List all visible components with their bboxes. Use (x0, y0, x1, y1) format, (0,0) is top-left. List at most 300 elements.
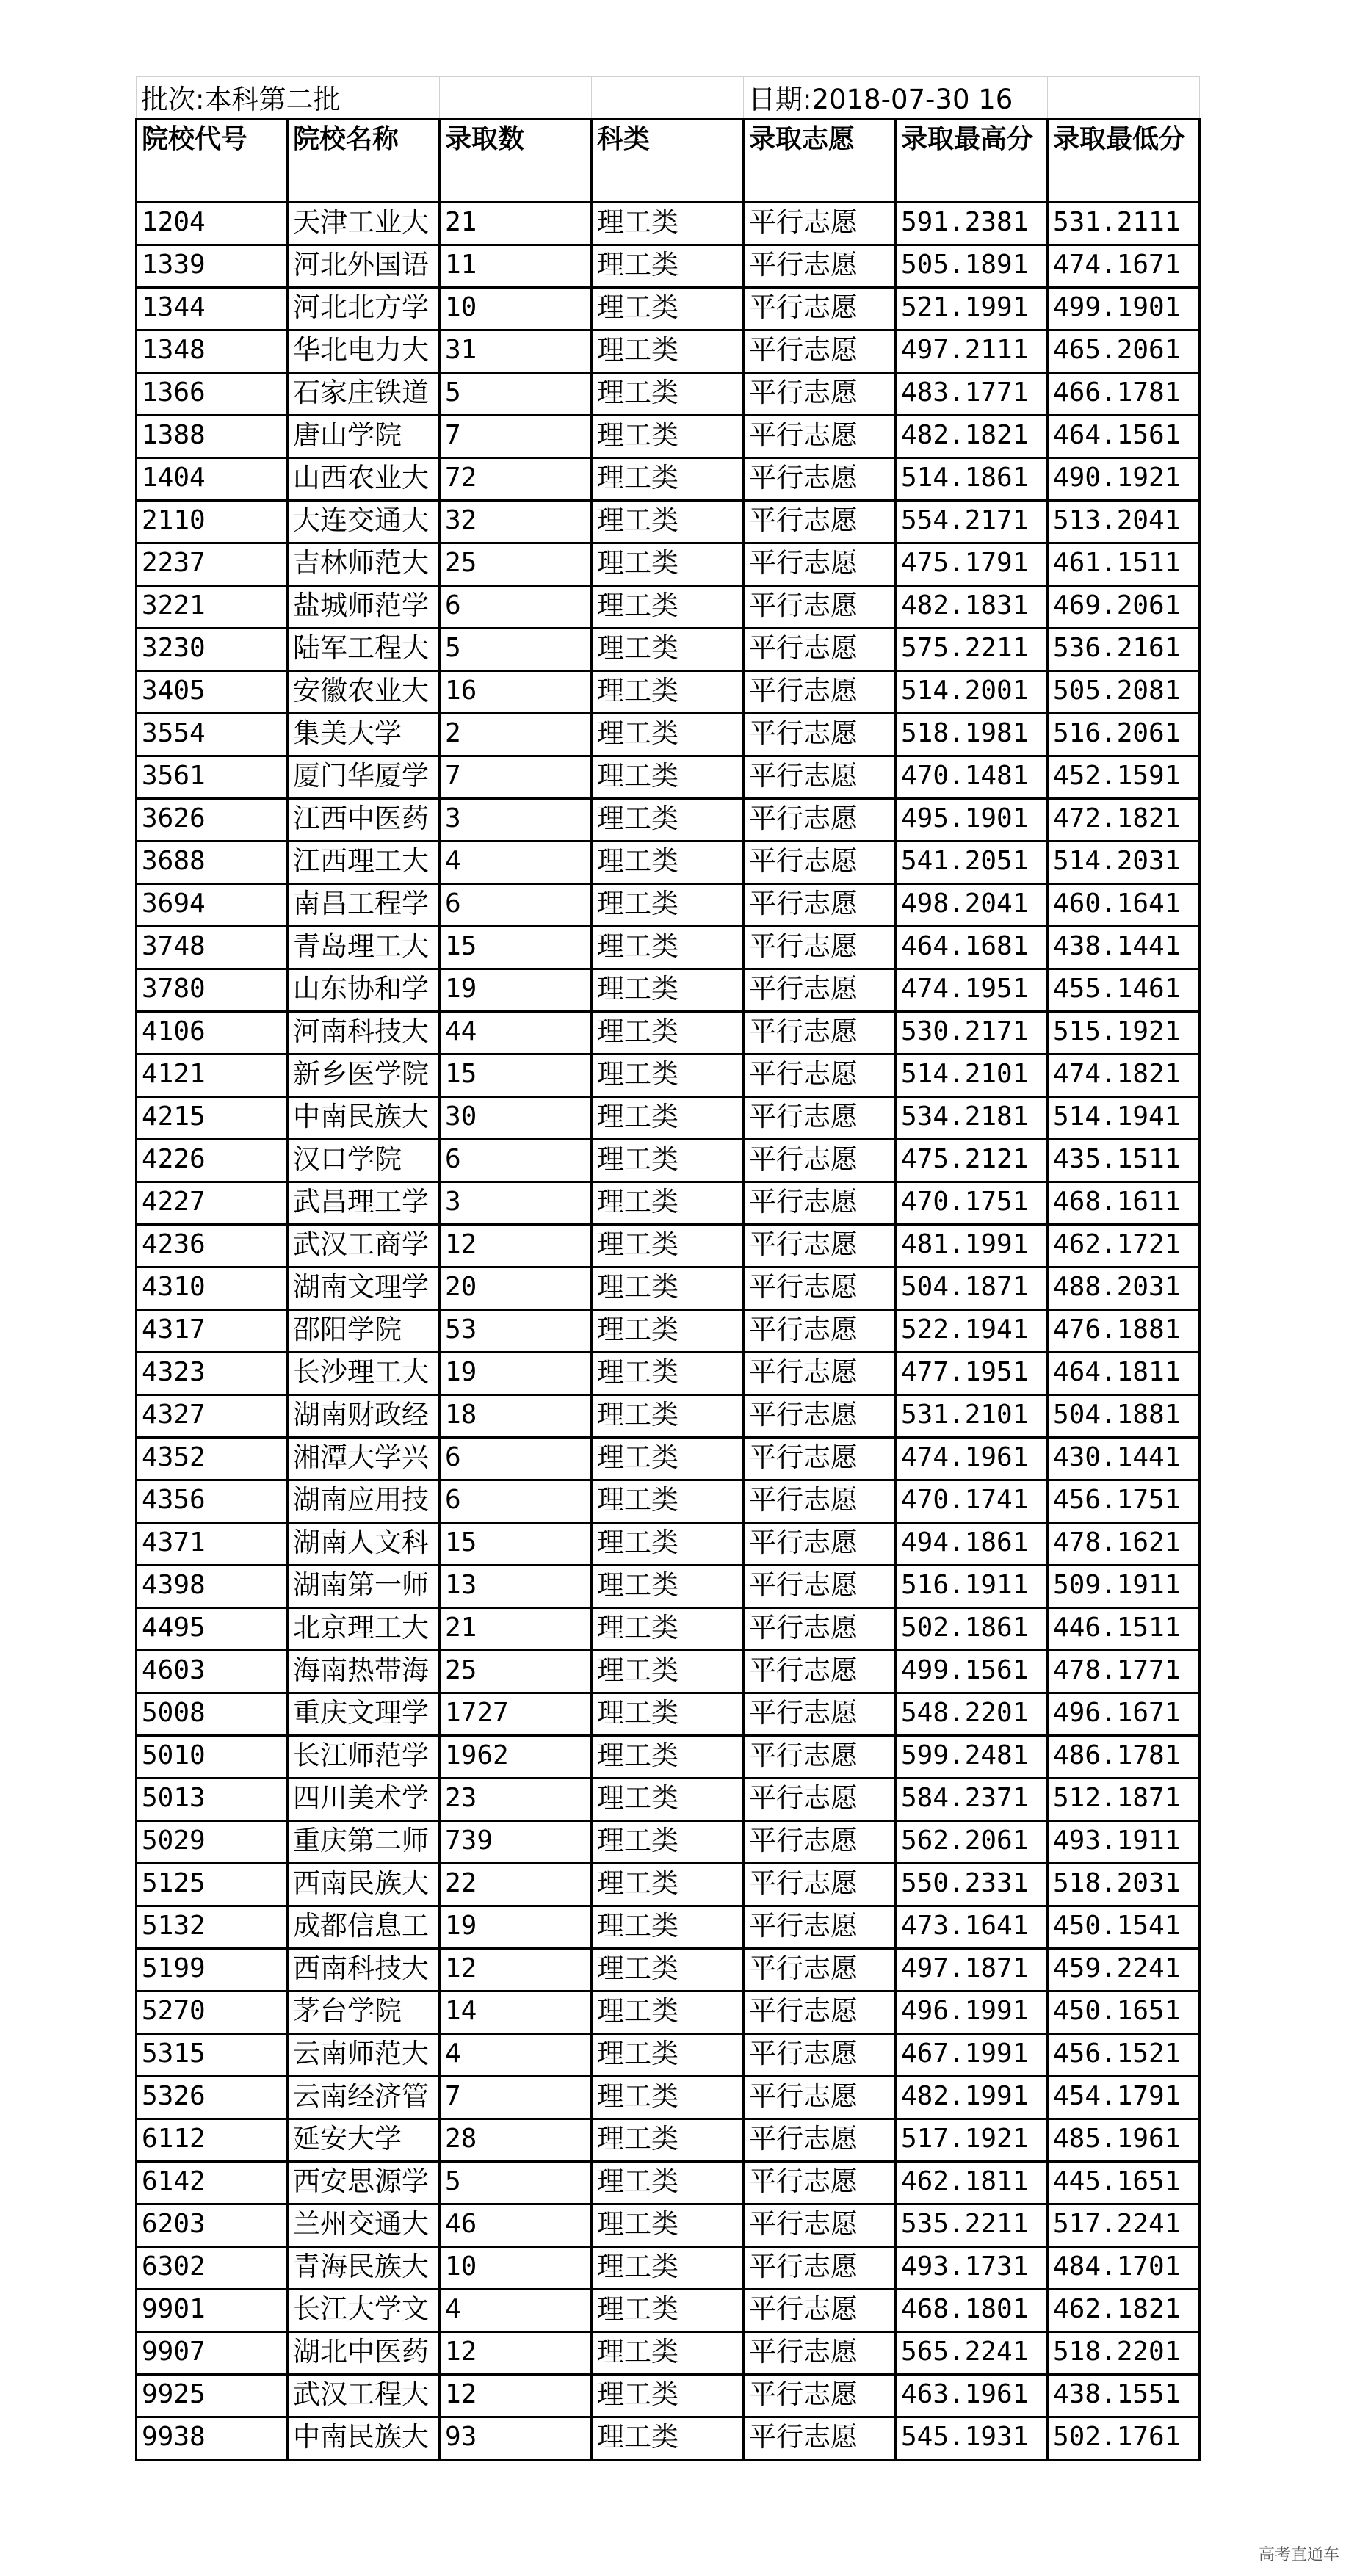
subject-cell: 理工类 (592, 501, 744, 543)
sheet-meta-row (137, 77, 1200, 120)
max-score-cell: 496.1991 (896, 1991, 1048, 2034)
school-code-cell: 4352 (137, 1438, 288, 1480)
min-score-cell: 531.2111 (1048, 203, 1200, 245)
admitted-count-cell: 5 (440, 2162, 592, 2204)
preference-cell: 平行志愿 (744, 1566, 896, 1608)
min-score-cell: 488.2031 (1048, 1267, 1200, 1310)
admitted-count-cell: 3 (440, 799, 592, 842)
admitted-count-cell: 6 (440, 1438, 592, 1480)
preference-cell: 平行志愿 (744, 1736, 896, 1779)
max-score-cell: 497.1871 (896, 1949, 1048, 1991)
school-name-cell: 西南科技大 (288, 1949, 440, 1991)
subject-cell: 理工类 (592, 1779, 744, 1821)
min-score-cell: 486.1781 (1048, 1736, 1200, 1779)
col-header-admitted-count: 录取数 (440, 120, 592, 203)
max-score-cell: 550.2331 (896, 1864, 1048, 1906)
school-name-cell: 重庆第二师 (288, 1821, 440, 1864)
school-name-cell: 长沙理工大 (288, 1353, 440, 1395)
preference-cell: 平行志愿 (744, 1821, 896, 1864)
table-row (137, 1906, 1200, 1949)
school-name-cell: 南昌工程学 (288, 884, 440, 927)
admitted-count-cell: 7 (440, 416, 592, 458)
max-score-cell: 562.2061 (896, 1821, 1048, 1864)
preference-cell: 平行志愿 (744, 330, 896, 373)
preference-cell: 平行志愿 (744, 714, 896, 756)
admitted-count-cell: 739 (440, 1821, 592, 1864)
preference-cell: 平行志愿 (744, 671, 896, 714)
school-name-cell: 湖南财政经 (288, 1395, 440, 1438)
max-score-cell: 482.1831 (896, 586, 1048, 629)
admitted-count-cell: 32 (440, 501, 592, 543)
preference-cell: 平行志愿 (744, 756, 896, 799)
max-score-cell: 495.1901 (896, 799, 1048, 842)
school-name-cell: 河北外国语 (288, 245, 440, 288)
subject-cell: 理工类 (592, 458, 744, 501)
subject-cell: 理工类 (592, 842, 744, 884)
subject-cell: 理工类 (592, 203, 744, 245)
school-code-cell: 1348 (137, 330, 288, 373)
max-score-cell: 522.1941 (896, 1310, 1048, 1353)
max-score-cell: 545.1931 (896, 2417, 1048, 2460)
admitted-count-cell: 5 (440, 629, 592, 671)
max-score-cell: 584.2371 (896, 1779, 1048, 1821)
min-score-cell: 509.1911 (1048, 1566, 1200, 1608)
table-row (137, 1054, 1200, 1097)
max-score-cell: 468.1801 (896, 2290, 1048, 2332)
preference-cell: 平行志愿 (744, 1864, 896, 1906)
admitted-count-cell: 13 (440, 1566, 592, 1608)
max-score-cell: 497.2111 (896, 330, 1048, 373)
subject-cell: 理工类 (592, 1310, 744, 1353)
school-name-cell: 邵阳学院 (288, 1310, 440, 1353)
table-row (137, 458, 1200, 501)
preference-cell: 平行志愿 (744, 1523, 896, 1566)
subject-cell: 理工类 (592, 1182, 744, 1225)
school-code-cell: 2237 (137, 543, 288, 586)
subject-cell: 理工类 (592, 1949, 744, 1991)
school-code-cell: 4226 (137, 1140, 288, 1182)
school-name-cell: 江西理工大 (288, 842, 440, 884)
min-score-cell: 454.1791 (1048, 2077, 1200, 2119)
table-row (137, 842, 1200, 884)
admitted-count-cell: 93 (440, 2417, 592, 2460)
max-score-cell: 493.1731 (896, 2247, 1048, 2290)
min-score-cell: 478.1621 (1048, 1523, 1200, 1566)
table-row (137, 1438, 1200, 1480)
table-row (137, 1267, 1200, 1310)
school-code-cell: 5132 (137, 1906, 288, 1949)
empty-cell (440, 77, 592, 120)
subject-cell: 理工类 (592, 2417, 744, 2460)
max-score-cell: 521.1991 (896, 288, 1048, 330)
school-code-cell: 4327 (137, 1395, 288, 1438)
preference-cell: 平行志愿 (744, 2332, 896, 2375)
subject-cell: 理工类 (592, 2034, 744, 2077)
table-row (137, 543, 1200, 586)
school-name-cell: 湘潭大学兴 (288, 1438, 440, 1480)
col-header-min-score: 录取最低分 (1048, 120, 1200, 203)
min-score-cell: 456.1521 (1048, 2034, 1200, 2077)
table-row (137, 756, 1200, 799)
max-score-cell: 514.2101 (896, 1054, 1048, 1097)
min-score-cell: 518.2201 (1048, 2332, 1200, 2375)
school-name-cell: 武昌理工学 (288, 1182, 440, 1225)
school-name-cell: 华北电力大 (288, 330, 440, 373)
admitted-count-cell: 6 (440, 1480, 592, 1523)
school-name-cell: 安徽农业大 (288, 671, 440, 714)
school-code-cell: 5125 (137, 1864, 288, 1906)
school-code-cell: 6203 (137, 2204, 288, 2247)
max-score-cell: 565.2241 (896, 2332, 1048, 2375)
school-code-cell: 3221 (137, 586, 288, 629)
subject-cell: 理工类 (592, 1140, 744, 1182)
subject-cell: 理工类 (592, 1480, 744, 1523)
table-row (137, 245, 1200, 288)
table-row (137, 1864, 1200, 1906)
school-code-cell: 3405 (137, 671, 288, 714)
preference-cell: 平行志愿 (744, 1140, 896, 1182)
school-name-cell: 重庆文理学 (288, 1693, 440, 1736)
admitted-count-cell: 6 (440, 586, 592, 629)
admitted-count-cell: 11 (440, 245, 592, 288)
admitted-count-cell: 15 (440, 1054, 592, 1097)
preference-cell: 平行志愿 (744, 543, 896, 586)
admitted-count-cell: 4 (440, 842, 592, 884)
preference-cell: 平行志愿 (744, 1480, 896, 1523)
school-code-cell: 5199 (137, 1949, 288, 1991)
school-name-cell: 武汉工商学 (288, 1225, 440, 1267)
table-row (137, 629, 1200, 671)
admission-table (135, 76, 1201, 2461)
subject-cell: 理工类 (592, 416, 744, 458)
subject-cell: 理工类 (592, 1097, 744, 1140)
table-row (137, 1225, 1200, 1267)
table-row (137, 2077, 1200, 2119)
max-score-cell: 470.1481 (896, 756, 1048, 799)
preference-cell: 平行志愿 (744, 458, 896, 501)
admitted-count-cell: 19 (440, 969, 592, 1012)
max-score-cell: 482.1991 (896, 2077, 1048, 2119)
school-name-cell: 中南民族大 (288, 2417, 440, 2460)
min-score-cell: 518.2031 (1048, 1864, 1200, 1906)
min-score-cell: 515.1921 (1048, 1012, 1200, 1054)
school-code-cell: 9938 (137, 2417, 288, 2460)
school-name-cell: 长江师范学 (288, 1736, 440, 1779)
max-score-cell: 475.2121 (896, 1140, 1048, 1182)
school-name-cell: 盐城师范学 (288, 586, 440, 629)
school-code-cell: 4310 (137, 1267, 288, 1310)
watermark-text: 高考直通车 (1258, 2546, 1339, 2564)
max-score-cell: 531.2101 (896, 1395, 1048, 1438)
admitted-count-cell: 20 (440, 1267, 592, 1310)
min-score-cell: 499.1901 (1048, 288, 1200, 330)
admitted-count-cell: 4 (440, 2034, 592, 2077)
table-row (137, 2204, 1200, 2247)
school-name-cell: 云南师范大 (288, 2034, 440, 2077)
preference-cell: 平行志愿 (744, 245, 896, 288)
admitted-count-cell: 25 (440, 1651, 592, 1693)
admitted-count-cell: 21 (440, 1608, 592, 1651)
school-name-cell: 集美大学 (288, 714, 440, 756)
min-score-cell: 435.1511 (1048, 1140, 1200, 1182)
preference-cell: 平行志愿 (744, 1353, 896, 1395)
preference-cell: 平行志愿 (744, 1054, 896, 1097)
admitted-count-cell: 6 (440, 884, 592, 927)
subject-cell: 理工类 (592, 1566, 744, 1608)
min-score-cell: 438.1441 (1048, 927, 1200, 969)
max-score-cell: 462.1811 (896, 2162, 1048, 2204)
subject-cell: 理工类 (592, 1991, 744, 2034)
min-score-cell: 484.1701 (1048, 2247, 1200, 2290)
subject-cell: 理工类 (592, 330, 744, 373)
table-row (137, 1991, 1200, 2034)
preference-cell: 平行志愿 (744, 1438, 896, 1480)
max-score-cell: 475.1791 (896, 543, 1048, 586)
subject-cell: 理工类 (592, 2077, 744, 2119)
max-score-cell: 474.1961 (896, 1438, 1048, 1480)
subject-cell: 理工类 (592, 1906, 744, 1949)
admitted-count-cell: 12 (440, 1225, 592, 1267)
subject-cell: 理工类 (592, 1395, 744, 1438)
min-score-cell: 512.1871 (1048, 1779, 1200, 1821)
school-name-cell: 石家庄铁道 (288, 373, 440, 416)
admitted-count-cell: 46 (440, 2204, 592, 2247)
min-score-cell: 469.2061 (1048, 586, 1200, 629)
school-name-cell: 成都信息工 (288, 1906, 440, 1949)
max-score-cell: 534.2181 (896, 1097, 1048, 1140)
min-score-cell: 462.1721 (1048, 1225, 1200, 1267)
max-score-cell: 517.1921 (896, 2119, 1048, 2162)
preference-cell: 平行志愿 (744, 1779, 896, 1821)
admitted-count-cell: 10 (440, 2247, 592, 2290)
table-row (137, 501, 1200, 543)
min-score-cell: 504.1881 (1048, 1395, 1200, 1438)
max-score-cell: 516.1911 (896, 1566, 1048, 1608)
subject-cell: 理工类 (592, 927, 744, 969)
school-name-cell: 湖南应用技 (288, 1480, 440, 1523)
max-score-cell: 481.1991 (896, 1225, 1048, 1267)
school-name-cell: 北京理工大 (288, 1608, 440, 1651)
school-code-cell: 1366 (137, 373, 288, 416)
school-name-cell: 汉口学院 (288, 1140, 440, 1182)
preference-cell: 平行志愿 (744, 2119, 896, 2162)
min-score-cell: 516.2061 (1048, 714, 1200, 756)
admitted-count-cell: 7 (440, 2077, 592, 2119)
school-code-cell: 4495 (137, 1608, 288, 1651)
table-row (137, 2119, 1200, 2162)
max-score-cell: 514.2001 (896, 671, 1048, 714)
col-header-preference: 录取志愿 (744, 120, 896, 203)
table-row (137, 1821, 1200, 1864)
school-name-cell: 江西中医药 (288, 799, 440, 842)
max-score-cell: 470.1741 (896, 1480, 1048, 1523)
school-name-cell: 湖南第一师 (288, 1566, 440, 1608)
min-score-cell: 468.1611 (1048, 1182, 1200, 1225)
table-row (137, 1693, 1200, 1736)
school-code-cell: 9925 (137, 2375, 288, 2417)
min-score-cell: 459.2241 (1048, 1949, 1200, 1991)
subject-cell: 理工类 (592, 629, 744, 671)
admitted-count-cell: 22 (440, 1864, 592, 1906)
preference-cell: 平行志愿 (744, 842, 896, 884)
school-code-cell: 4121 (137, 1054, 288, 1097)
table-row (137, 714, 1200, 756)
preference-cell: 平行志愿 (744, 1651, 896, 1693)
empty-cell (592, 77, 744, 120)
school-name-cell: 湖南人文科 (288, 1523, 440, 1566)
min-score-cell: 476.1881 (1048, 1310, 1200, 1353)
preference-cell: 平行志愿 (744, 2375, 896, 2417)
subject-cell: 理工类 (592, 1353, 744, 1395)
subject-cell: 理工类 (592, 2247, 744, 2290)
max-score-cell: 554.2171 (896, 501, 1048, 543)
school-name-cell: 武汉工程大 (288, 2375, 440, 2417)
subject-cell: 理工类 (592, 799, 744, 842)
school-code-cell: 3626 (137, 799, 288, 842)
school-code-cell: 5315 (137, 2034, 288, 2077)
preference-cell: 平行志愿 (744, 1693, 896, 1736)
min-score-cell: 466.1781 (1048, 373, 1200, 416)
school-code-cell: 4603 (137, 1651, 288, 1693)
min-score-cell: 464.1811 (1048, 1353, 1200, 1395)
admitted-count-cell: 12 (440, 2375, 592, 2417)
subject-cell: 理工类 (592, 1012, 744, 1054)
preference-cell: 平行志愿 (744, 2162, 896, 2204)
table-row (137, 1395, 1200, 1438)
min-score-cell: 430.1441 (1048, 1438, 1200, 1480)
preference-cell: 平行志愿 (744, 799, 896, 842)
school-code-cell: 3554 (137, 714, 288, 756)
table-row (137, 416, 1200, 458)
school-code-cell: 1388 (137, 416, 288, 458)
admitted-count-cell: 14 (440, 1991, 592, 2034)
school-code-cell: 3780 (137, 969, 288, 1012)
school-code-cell: 1204 (137, 203, 288, 245)
school-code-cell: 1404 (137, 458, 288, 501)
min-score-cell: 462.1821 (1048, 2290, 1200, 2332)
preference-cell: 平行志愿 (744, 629, 896, 671)
min-score-cell: 465.2061 (1048, 330, 1200, 373)
school-code-cell: 4227 (137, 1182, 288, 1225)
school-code-cell: 3561 (137, 756, 288, 799)
min-score-cell: 496.1671 (1048, 1693, 1200, 1736)
table-row (137, 2332, 1200, 2375)
max-score-cell: 494.1861 (896, 1523, 1048, 1566)
preference-cell: 平行志愿 (744, 2417, 896, 2460)
school-code-cell: 3694 (137, 884, 288, 927)
subject-cell: 理工类 (592, 671, 744, 714)
school-code-cell: 4323 (137, 1353, 288, 1395)
preference-cell: 平行志愿 (744, 1097, 896, 1140)
table-row (137, 884, 1200, 927)
school-code-cell: 9901 (137, 2290, 288, 2332)
max-score-cell: 474.1951 (896, 969, 1048, 1012)
max-score-cell: 530.2171 (896, 1012, 1048, 1054)
table-row (137, 1736, 1200, 1779)
admitted-count-cell: 21 (440, 203, 592, 245)
table-row (137, 969, 1200, 1012)
preference-cell: 平行志愿 (744, 373, 896, 416)
preference-cell: 平行志愿 (744, 501, 896, 543)
subject-cell: 理工类 (592, 1225, 744, 1267)
school-name-cell: 西南民族大 (288, 1864, 440, 1906)
subject-cell: 理工类 (592, 1523, 744, 1566)
school-name-cell: 兰州交通大 (288, 2204, 440, 2247)
preference-cell: 平行志愿 (744, 1310, 896, 1353)
table-row (137, 2290, 1200, 2332)
school-code-cell: 4106 (137, 1012, 288, 1054)
school-code-cell: 4317 (137, 1310, 288, 1353)
min-score-cell: 450.1651 (1048, 1991, 1200, 2034)
table-row (137, 1353, 1200, 1395)
school-code-cell: 4356 (137, 1480, 288, 1523)
subject-cell: 理工类 (592, 2119, 744, 2162)
admitted-count-cell: 28 (440, 2119, 592, 2162)
school-name-cell: 新乡医学院 (288, 1054, 440, 1097)
school-code-cell: 6302 (137, 2247, 288, 2290)
max-score-cell: 575.2211 (896, 629, 1048, 671)
preference-cell: 平行志愿 (744, 1949, 896, 1991)
batch-label: 批次:本科第二批 (137, 77, 440, 120)
max-score-cell: 498.2041 (896, 884, 1048, 927)
subject-cell: 理工类 (592, 373, 744, 416)
admitted-count-cell: 7 (440, 756, 592, 799)
table-row (137, 203, 1200, 245)
min-score-cell: 485.1961 (1048, 2119, 1200, 2162)
school-name-cell: 陆军工程大 (288, 629, 440, 671)
school-code-cell: 4236 (137, 1225, 288, 1267)
table-row (137, 1310, 1200, 1353)
admitted-count-cell: 2 (440, 714, 592, 756)
school-name-cell: 西安思源学 (288, 2162, 440, 2204)
table-row (137, 586, 1200, 629)
subject-cell: 理工类 (592, 884, 744, 927)
school-code-cell: 3748 (137, 927, 288, 969)
school-code-cell: 2110 (137, 501, 288, 543)
school-name-cell: 中南民族大 (288, 1097, 440, 1140)
preference-cell: 平行志愿 (744, 1182, 896, 1225)
col-header-max-score: 录取最高分 (896, 120, 1048, 203)
min-score-cell: 474.1821 (1048, 1054, 1200, 1097)
date-label: 日期:2018-07-30 16 (744, 77, 1048, 120)
table-row (137, 1651, 1200, 1693)
subject-cell: 理工类 (592, 288, 744, 330)
min-score-cell: 490.1921 (1048, 458, 1200, 501)
table-row (137, 2375, 1200, 2417)
min-score-cell: 472.1821 (1048, 799, 1200, 842)
min-score-cell: 438.1551 (1048, 2375, 1200, 2417)
col-header-subject: 科类 (592, 120, 744, 203)
admitted-count-cell: 1962 (440, 1736, 592, 1779)
subject-cell: 理工类 (592, 1608, 744, 1651)
table-row (137, 1182, 1200, 1225)
subject-cell: 理工类 (592, 2332, 744, 2375)
table-row (137, 2034, 1200, 2077)
subject-cell: 理工类 (592, 2290, 744, 2332)
subject-cell: 理工类 (592, 2162, 744, 2204)
subject-cell: 理工类 (592, 1054, 744, 1097)
school-code-cell: 5029 (137, 1821, 288, 1864)
col-header-school-code: 院校代号 (137, 120, 288, 203)
admitted-count-cell: 53 (440, 1310, 592, 1353)
table-row (137, 1779, 1200, 1821)
preference-cell: 平行志愿 (744, 416, 896, 458)
school-code-cell: 4398 (137, 1566, 288, 1608)
school-code-cell: 1344 (137, 288, 288, 330)
max-score-cell: 548.2201 (896, 1693, 1048, 1736)
preference-cell: 平行志愿 (744, 1267, 896, 1310)
min-score-cell: 446.1511 (1048, 1608, 1200, 1651)
